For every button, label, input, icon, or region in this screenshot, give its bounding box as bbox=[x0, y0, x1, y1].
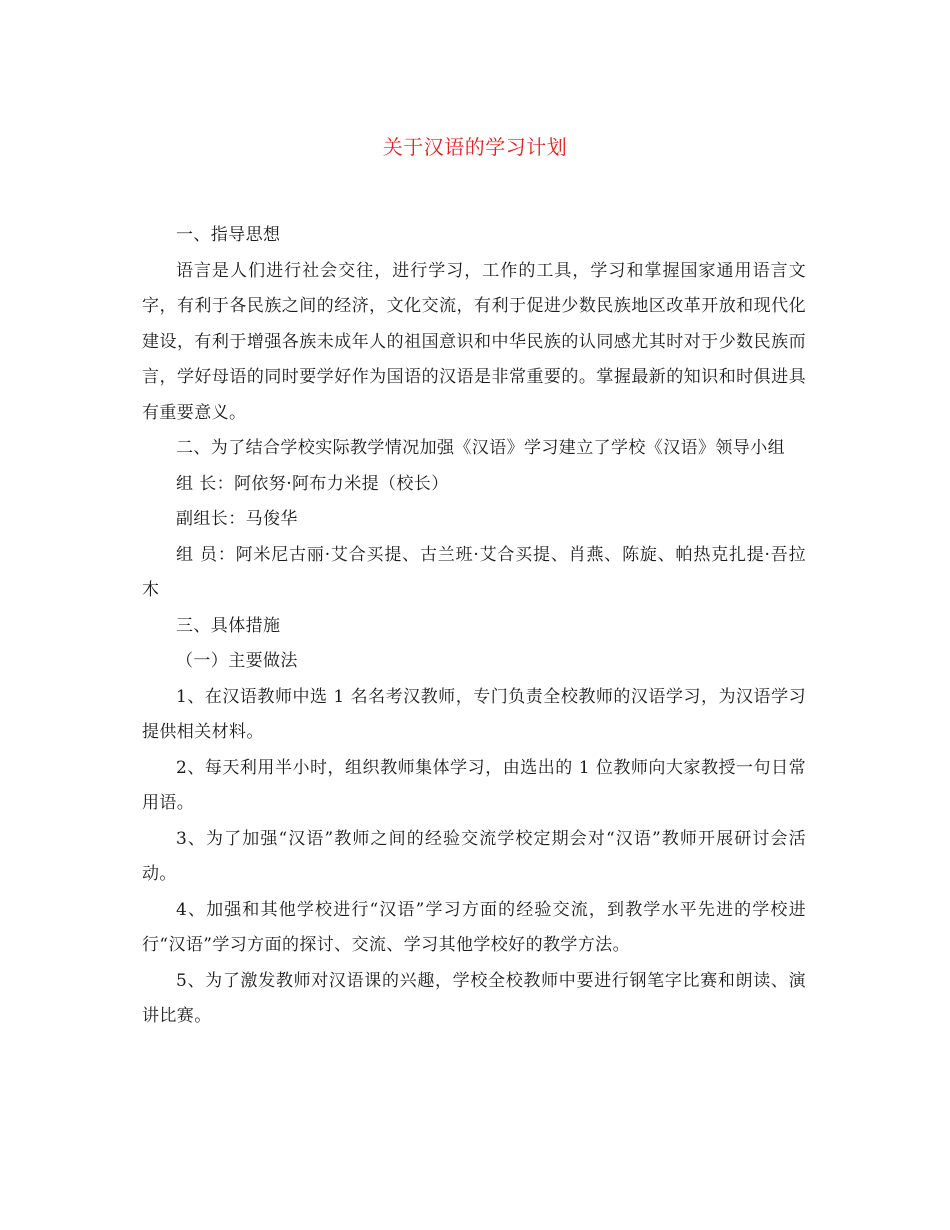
deputy-leader-line: 副组长：马俊华 bbox=[176, 509, 298, 529]
heading-guiding-ideology: 一、指导思想 bbox=[176, 225, 281, 245]
leader-line: 组 长：阿依努·阿布力米提（校长） bbox=[176, 473, 449, 494]
measure-item-4: 4、加强和其他学校进行“汉语”学习方面的经验交流，到教学水平先进的学校进行“汉语”学习方面的探讨、交流、学习其他学校好的教学方法。 bbox=[142, 899, 806, 955]
measure-item-3: 3、为了加强“汉语”教师之间的经验交流学校定期会对“汉语”教师开展研讨会活动。 bbox=[142, 828, 806, 884]
document-body bbox=[142, 218, 806, 1035]
measure-item-1: 1、在汉语教师中选 1 名名考汉教师，专门负责全校教师的汉语学习，为汉语学习提供相关材料。 bbox=[142, 686, 806, 742]
heading-leadership-group: 二、为了结合学校实际教学情况加强《汉语》学习建立了学校《汉语》领导小组 bbox=[176, 438, 785, 458]
document-title: 关于汉语的学习计划 bbox=[382, 135, 568, 159]
members-line: 组 员：阿米尼古丽·艾合买提、古兰班·艾合买提、肖燕、陈旋、帕热克扎提·吾拉木 bbox=[142, 544, 806, 600]
heading-specific-measures: 三、具体措施 bbox=[176, 615, 281, 636]
paragraph-language-importance: 语言是人们进行社会交往，进行学习，工作的工具，学习和掌握国家通用语言文字，有利于各民族之间的经济，文化交流，有利于促进少数民族地区改革开放和现代化建设，有利于增强各族未成年人的祖国意识和中华民族的认同感尤其时对于少数民族而言，学好母语的同时要学好作为国语的汉语是非常重要的。掌握最新的知识和时俱进具有重要意义。 bbox=[142, 260, 806, 423]
subheading-main-practices: （一）主要做法 bbox=[176, 651, 298, 671]
measure-item-2: 2、每天利用半小时，组织教师集体学习，由选出的 1 位教师向大家教授一句日常用语。 bbox=[142, 757, 806, 813]
measure-item-5: 5、为了激发教师对汉语课的兴趣，学校全校教师中要进行钢笔字比赛和朗读、演讲比赛。 bbox=[142, 970, 806, 1026]
